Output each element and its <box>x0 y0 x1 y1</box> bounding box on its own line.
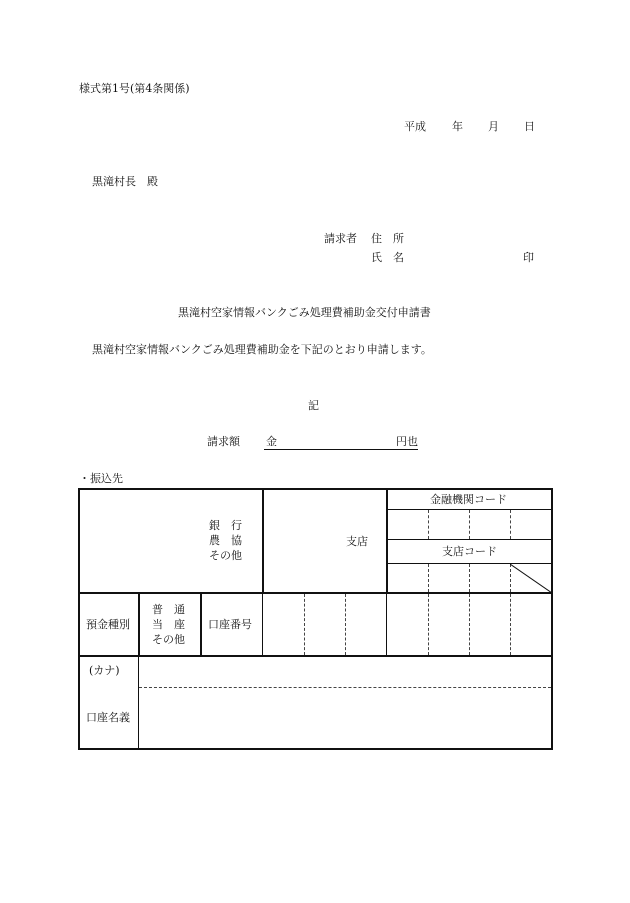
bank-code-dash-1 <box>428 510 429 539</box>
col-divider-bank <box>262 488 264 593</box>
ki-heading: 記 <box>308 399 319 412</box>
date-line <box>404 121 535 132</box>
institution-type-other: その他 <box>209 549 242 562</box>
bank-code-dash-3 <box>510 510 511 539</box>
col-divider-branch <box>386 488 388 593</box>
account-digit-dash-4 <box>428 594 429 655</box>
form-id: 様式第1号(第4条関係) <box>79 82 190 95</box>
amount-suffix: 円也 <box>396 435 418 448</box>
amount-prefix: 金 <box>266 435 277 448</box>
bank-code-bottom-line <box>387 539 552 540</box>
seal-mark: 印 <box>523 251 534 264</box>
date-year-unit: 年 <box>452 120 463 133</box>
deposit-type-ordinary: 普 通 <box>152 603 185 616</box>
account-digit-dash-1 <box>304 594 305 655</box>
table-border-left <box>78 488 80 750</box>
amount-label: 請求額 <box>207 435 240 448</box>
branch-code-slash <box>510 564 552 593</box>
institution-type-coop: 農 協 <box>209 534 242 547</box>
kana-dash-line <box>139 687 551 688</box>
branch-code-label: 支店コード <box>442 545 497 558</box>
date-era: 平成 <box>404 120 426 133</box>
account-digit-line-3 <box>386 592 387 656</box>
date-month-unit: 月 <box>488 120 499 133</box>
transfer-form-table <box>78 488 553 750</box>
document-title: 黒滝村空家情報バンクごみ処理費補助金交付申請書 <box>178 306 431 319</box>
bank-code-label: 金融機関コード <box>430 493 507 506</box>
table-border-right <box>551 488 553 750</box>
claimant-name-label: 氏 名 <box>371 251 404 264</box>
table-border-bottom <box>78 748 553 750</box>
table-border-top <box>78 488 553 490</box>
document-body: 黒滝村空家情報バンクごみ処理費補助金を下記のとおり申請します。 <box>92 343 432 356</box>
account-number-label: 口座番号 <box>208 618 252 631</box>
account-digit-dash-6 <box>510 594 511 655</box>
institution-type-list <box>209 518 242 563</box>
date-day-unit: 日 <box>524 120 535 133</box>
deposit-type-label: 預金種別 <box>86 618 130 631</box>
transfer-heading: ・振込先 <box>79 472 123 485</box>
account-digit-dash-2 <box>345 594 346 655</box>
deposit-type-current: 当 座 <box>152 618 185 631</box>
row-divider-2 <box>78 655 553 657</box>
bank-code-dash-2 <box>469 510 470 539</box>
institution-type-bank: 銀 行 <box>209 519 242 532</box>
addressee: 黒滝村長 殿 <box>92 175 158 188</box>
deposit-col-1 <box>138 592 140 656</box>
branch-label: 支店 <box>346 535 368 548</box>
deposit-col-2 <box>200 592 202 656</box>
deposit-type-list <box>152 602 185 647</box>
claimant-address-label: 住 所 <box>371 232 404 245</box>
account-digit-dash-5 <box>469 594 470 655</box>
kana-label: (カナ) <box>89 664 120 677</box>
deposit-type-other: その他 <box>152 633 185 646</box>
amount-field[interactable] <box>264 436 418 450</box>
name-col-divider <box>138 656 139 749</box>
branch-code-dash-2 <box>469 564 470 592</box>
account-number-col <box>262 592 263 656</box>
branch-code-dash-1 <box>428 564 429 592</box>
row-divider-1 <box>78 592 553 594</box>
claimant-label: 請求者 <box>324 232 357 245</box>
account-name-label: 口座名義 <box>86 711 130 724</box>
